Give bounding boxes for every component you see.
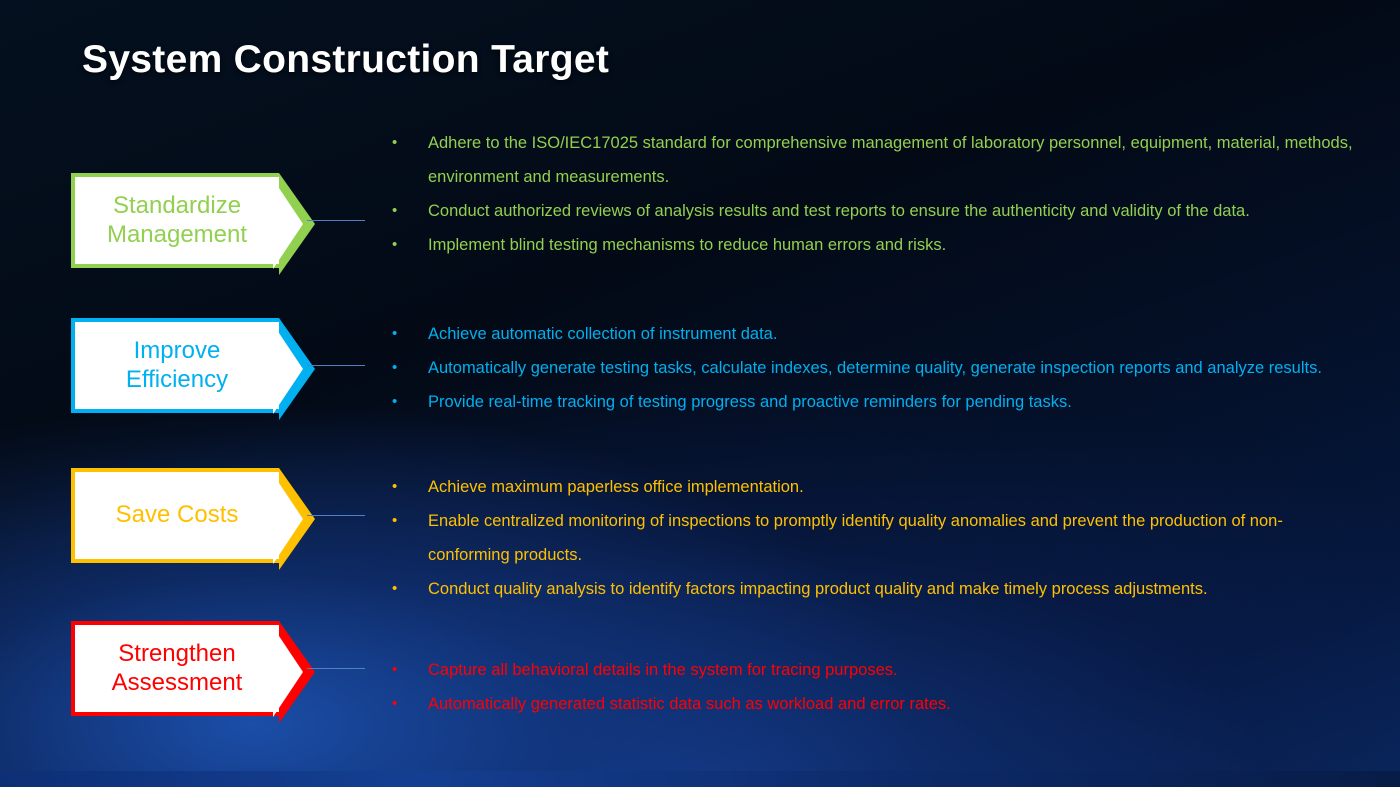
chevron-tag-label xyxy=(107,192,247,249)
chevron-tag-body xyxy=(71,468,279,563)
list-item-text: Provide real-time tracking of testing progress and proactive reminders for pending tasks. xyxy=(428,393,1072,411)
list-item xyxy=(392,504,1360,572)
list-item-text: Adhere to the ISO/IEC17025 standard for comprehensive management of laboratory personnel, equipment, material, methods, environment and measurements. xyxy=(428,134,1353,186)
list-item xyxy=(392,470,1360,504)
chevron-tag-strengthen-assessment[interactable] xyxy=(71,621,311,716)
chevron-tag-label-line2: Assessment xyxy=(111,668,243,696)
page-title: System Construction Target xyxy=(82,38,610,81)
chevron-tag-label-line1: Standardize xyxy=(112,192,242,220)
chevron-tag-standardize-management[interactable] xyxy=(71,173,311,268)
chevron-tag-label-line1: Save Costs xyxy=(115,501,239,529)
list-item-text: Enable centralized monitoring of inspections to promptly identify quality anomalies and prevent the production of non-conforming products. xyxy=(428,512,1283,564)
list-item xyxy=(392,687,1360,721)
chevron-tag-label-line2: Management xyxy=(106,220,248,248)
bullet-icon: • xyxy=(392,202,398,219)
connector-line xyxy=(307,668,365,669)
list-item xyxy=(392,385,1360,419)
list-item-text: Automatically generated statistic data such as workload and error rates. xyxy=(428,695,951,713)
bullet-list xyxy=(392,653,1360,721)
list-item-text: Implement blind testing mechanisms to reduce human errors and risks. xyxy=(428,236,947,254)
target-rows xyxy=(0,118,1400,714)
list-item-text: Achieve automatic collection of instrument data. xyxy=(428,325,778,343)
list-item-text: Automatically generate testing tasks, calculate indexes, determine quality, generate inspection reports and analyze results. xyxy=(428,359,1322,377)
list-item xyxy=(392,194,1360,228)
connector-line xyxy=(307,515,365,516)
chevron-tag-label-line2: Efficiency xyxy=(125,365,229,393)
list-item xyxy=(392,351,1360,385)
chevron-arrow-inner-icon xyxy=(273,627,303,717)
bullet-icon: • xyxy=(392,661,398,678)
chevron-tag-save-costs[interactable] xyxy=(71,468,311,563)
connector-line xyxy=(307,365,365,366)
chevron-arrow-inner-icon xyxy=(273,324,303,414)
chevron-tag-label-line1: Improve xyxy=(133,337,221,365)
bullet-icon: • xyxy=(392,512,398,529)
chevron-tag-label xyxy=(112,640,243,697)
list-item xyxy=(392,126,1360,194)
list-item xyxy=(392,228,1360,262)
target-row-save-costs xyxy=(0,416,1400,598)
connector-line xyxy=(307,220,365,221)
list-item xyxy=(392,317,1360,351)
bullet-icon: • xyxy=(392,134,398,151)
target-row-standardize-management xyxy=(0,118,1400,267)
chevron-tag-label xyxy=(116,501,239,529)
list-item xyxy=(392,653,1360,687)
chevron-tag-body xyxy=(71,318,279,413)
chevron-tag-body xyxy=(71,173,279,268)
list-item-text: Conduct authorized reviews of analysis results and test reports to ensure the authenticity and validity of the data. xyxy=(428,202,1250,220)
chevron-tag-improve-efficiency[interactable] xyxy=(71,318,311,413)
bullet-icon: • xyxy=(392,325,398,342)
list-item-text: Achieve maximum paperless office implementation. xyxy=(428,478,804,496)
target-row-improve-efficiency xyxy=(0,267,1400,416)
bullet-icon: • xyxy=(392,580,398,597)
chevron-arrow-inner-icon xyxy=(273,474,303,564)
bullet-list xyxy=(392,126,1360,262)
bullet-icon: • xyxy=(392,359,398,376)
list-item-text: Conduct quality analysis to identify factors impacting product quality and make timely process adjustments. xyxy=(428,580,1208,598)
bullet-icon: • xyxy=(392,393,398,410)
bullet-icon: • xyxy=(392,236,398,253)
list-item-text: Capture all behavioral details in the system for tracing purposes. xyxy=(428,661,898,679)
target-row-strengthen-assessment xyxy=(0,565,1400,714)
bullet-list xyxy=(392,317,1360,419)
bullet-icon: • xyxy=(392,695,398,712)
chevron-tag-label-line1: Strengthen xyxy=(118,640,236,668)
chevron-tag-body xyxy=(71,621,279,716)
chevron-arrow-inner-icon xyxy=(273,179,303,269)
bullet-icon: • xyxy=(392,478,398,495)
chevron-tag-label xyxy=(126,337,228,394)
